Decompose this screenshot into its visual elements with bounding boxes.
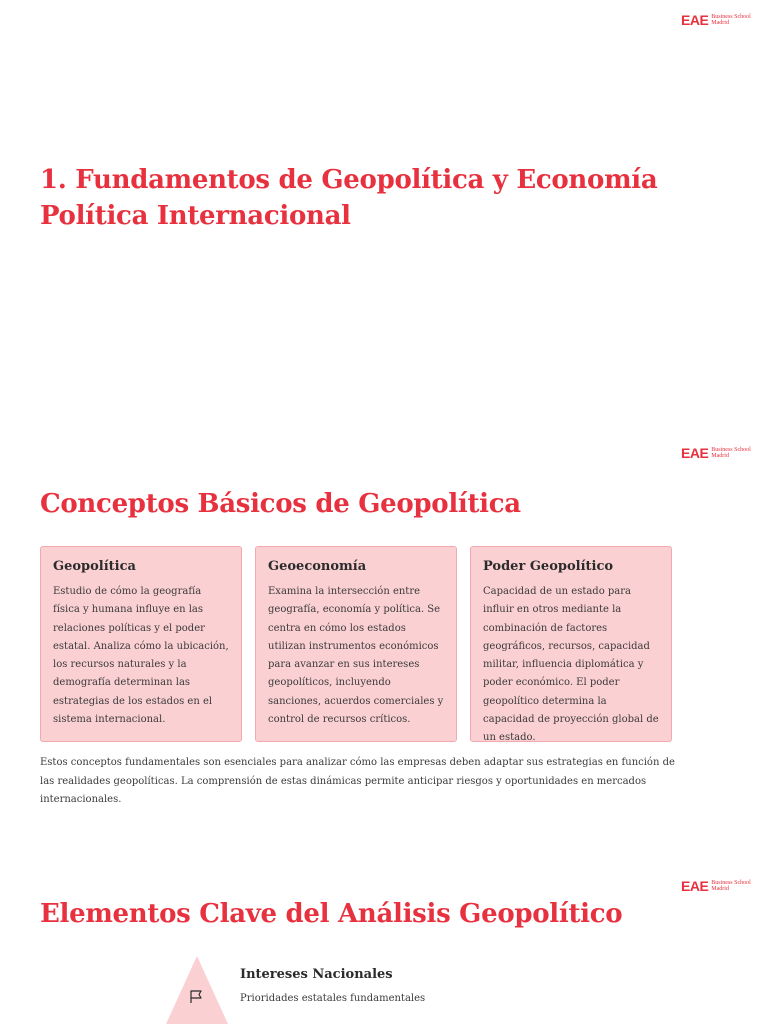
- concept-card-geopolitica: [40, 546, 242, 742]
- eae-logo: [681, 13, 751, 27]
- slide1-title: 1. Fundamentos de Geopolítica y Economía Política Internacional: [40, 165, 658, 231]
- logo-line1: Business School: [711, 14, 751, 20]
- card-text: Capacidad de un estado para influir en otros mediante la combinación de factores geográficos, recursos, capacidad militar, influencia diplomática y poder económico. El poder geopolítico determina la capacidad de proyección global de un estado.: [483, 586, 659, 744]
- concept-cards: [40, 546, 672, 742]
- element-title: Intereses Nacionales: [240, 967, 393, 982]
- logo-line2: Madrid: [711, 453, 729, 459]
- logo-subtitle: [711, 447, 751, 459]
- logo-subtitle: [711, 880, 751, 892]
- logo-subtitle: [711, 14, 751, 26]
- concepts-paragraph: Estos conceptos fundamentales son esenciales para analizar cómo las empresas deben adaptar sus estrategias en función de las realidades geopolíticas. La comprensión de estas dinámicas permite anticipar riesgos y oportunidades en mercados internacionales.: [40, 757, 675, 805]
- card-text: Examina la intersección entre geografía, economía y política. Se centra en cómo los estados utilizan instrumentos económicos para avanzar en sus intereses geopolíticos, incluyendo sanciones, acuerdos comerciales y control de recursos críticos.: [268, 586, 444, 726]
- flag-icon: [189, 989, 204, 1004]
- logo-mark: EAE: [681, 12, 709, 28]
- logo-line2: Madrid: [711, 886, 729, 892]
- logo-line1: Business School: [711, 447, 751, 453]
- card-title: Poder Geopolítico: [483, 559, 614, 574]
- logo-line1: Business School: [711, 880, 751, 886]
- element-description: Prioridades estatales fundamentales: [240, 993, 426, 1004]
- slide2-title: Conceptos Básicos de Geopolítica: [40, 489, 521, 519]
- card-title: Geoeconomía: [268, 559, 367, 574]
- eae-logo: [681, 879, 751, 893]
- eae-logo: [681, 446, 751, 460]
- logo-mark: EAE: [681, 445, 709, 461]
- concept-card-poder-geopolitico: [470, 546, 672, 742]
- card-title: Geopolítica: [53, 559, 136, 574]
- logo-line2: Madrid: [711, 20, 729, 26]
- card-text: Estudio de cómo la geografía física y humana influye en las relaciones políticas y el poder estatal. Analiza cómo la ubicación, los recursos naturales y la demografía determinan las estrategias de los estados en el sistema internacional.: [53, 586, 229, 726]
- concept-card-geoeconomia: [255, 546, 457, 742]
- logo-mark: EAE: [681, 878, 709, 894]
- slide3-title: Elementos Clave del Análisis Geopolítico: [40, 899, 623, 929]
